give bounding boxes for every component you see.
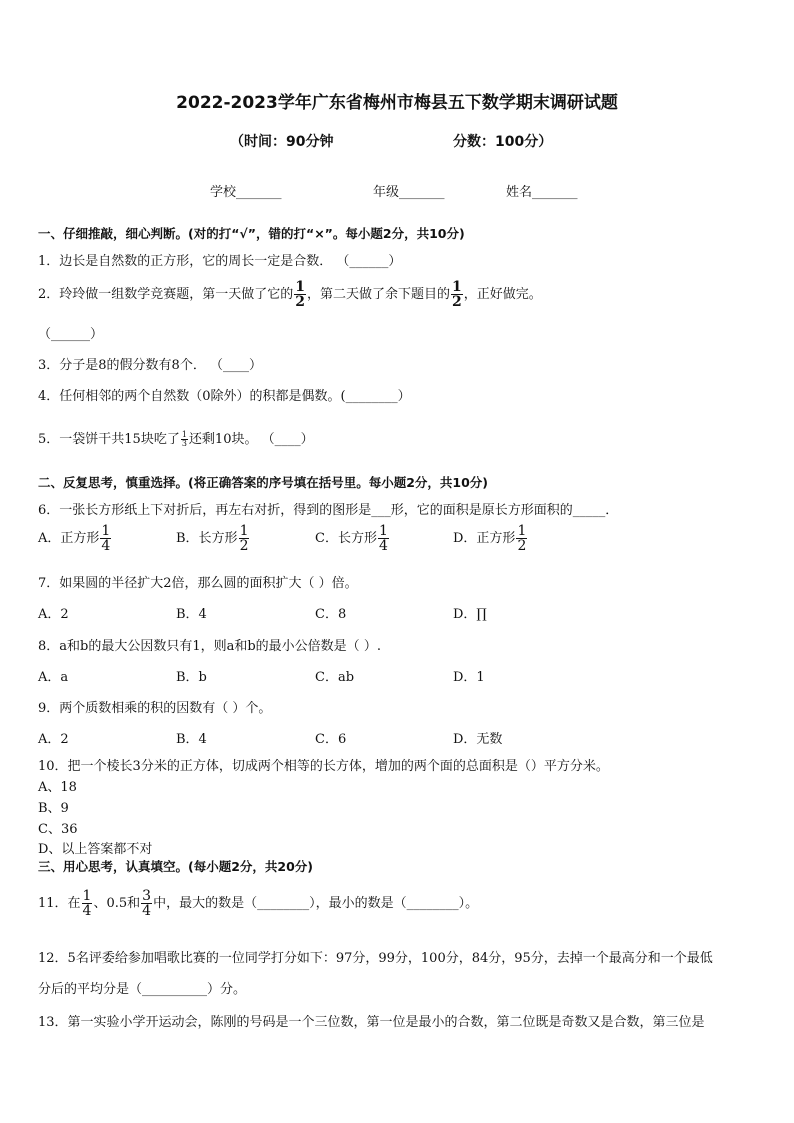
q9-option-a[interactable]: A．2: [38, 732, 69, 747]
q7-option-a[interactable]: A．2: [38, 607, 69, 622]
question-3: 3．分子是8的假分数有8个． （____）: [38, 358, 262, 373]
q8-option-d[interactable]: D．1: [453, 670, 485, 685]
question-5: 5．一袋饼干共15块吃了 $\frac{1}{3}$ 还剩10块。 （____）: [38, 430, 314, 448]
name-field[interactable]: 姓名_______: [506, 185, 578, 200]
exam-score: 分数：100分）: [453, 134, 553, 150]
q6-option-c[interactable]: C．长方形 $\frac{1}{4}$: [315, 523, 388, 554]
q7-option-d[interactable]: D．∏: [453, 607, 487, 622]
fraction: $\frac{1}{2}$: [517, 523, 527, 554]
question-13: 13．第一实验小学开运动会，陈刚的号码是一个三位数，第一位是最小的合数，第二位既是奇数又是合数，第三位是: [38, 1015, 705, 1030]
fraction: $\frac{3}{4}$: [142, 888, 152, 919]
question-4: 4．任何相邻的两个自然数（0除外）的积都是偶数。(________）: [38, 389, 411, 404]
fraction: $\frac{1}{2}$: [452, 279, 462, 310]
question-11: 11．在 $\frac{1}{4}$ 、0.5和 $\frac{3}{4}$ 中，最大的数是（________），最小的数是（________）。: [38, 888, 479, 919]
section-2-heading: 二、反复思考，慎重选择。(将正确答案的序号填在括号里。每小题2分，共10分): [38, 475, 489, 490]
q7-option-b[interactable]: B．4: [176, 607, 207, 622]
q7-option-c[interactable]: C．8: [315, 607, 347, 622]
q10-option-a[interactable]: A、18: [38, 780, 77, 795]
fraction: $\frac{1}{3}$: [181, 430, 187, 448]
fraction: $\frac{1}{2}$: [295, 279, 306, 310]
q9-option-c[interactable]: C．6: [315, 732, 347, 747]
q6-option-a[interactable]: A．正方形 $\frac{1}{4}$: [38, 523, 111, 554]
q8-option-c[interactable]: C．ab: [315, 670, 355, 685]
q6-option-d[interactable]: D．正方形 $\frac{1}{2}$: [453, 523, 527, 554]
q8-option-b[interactable]: B．b: [176, 670, 207, 685]
exam-time: （时间：90分钟: [230, 134, 334, 150]
q8-option-a[interactable]: A．a: [38, 670, 69, 685]
question-9: 9．两个质数相乘的积的因数有（ ）个。: [38, 701, 272, 716]
section-3-heading: 三、用心思考，认真填空。(每小题2分，共20分): [38, 859, 314, 874]
question-2: 2．玲玲做一组数学竞赛题，第一天做了它的 $\frac{1}{2}$ ，第二天做了余下题目的 $\frac{1}{2}$ ，正好做完。: [38, 279, 542, 310]
grade-field[interactable]: 年级_______: [373, 185, 445, 200]
fraction: $\frac{1}{4}$: [101, 523, 111, 554]
q10-option-c[interactable]: C、36: [38, 822, 78, 837]
q10-option-d[interactable]: D、以上答案都不对: [38, 842, 153, 857]
question-12-line-2: 分后的平均分是（__________）分。: [38, 982, 247, 997]
question-6: 6．一张长方形纸上下对折后，再左右对折，得到的图形是___形，它的面积是原长方形面积的_____．: [38, 503, 619, 518]
q10-option-b[interactable]: B、9: [38, 801, 69, 816]
question-8: 8．a和b的最大公因数只有1，则a和b的最小公倍数是（ ）.: [38, 639, 381, 654]
page-title: 2022-2023学年广东省梅州市梅县五下数学期末调研试题: [176, 93, 618, 113]
question-12-line-1: 12．5名评委给参加唱歌比赛的一位同学打分如下：97分，99分，100分，84分，95分，去掉一个最高分和一个最低: [38, 951, 713, 966]
question-7: 7．如果圆的半径扩大2倍，那么圆的面积扩大（ ）倍。: [38, 576, 358, 591]
section-1-heading: 一、仔细推敲，细心判断。(对的打“√”，错的打“×”。每小题2分，共10分): [38, 226, 465, 241]
question-1: 1．边长是自然数的正方形，它的周长一定是合数． （______）: [38, 254, 402, 269]
fraction: $\frac{1}{4}$: [378, 523, 388, 554]
fraction: $\frac{1}{2}$: [239, 523, 249, 554]
question-10: 10．把一个棱长3分米的正方体，切成两个相等的长方体，增加的两个面的总面积是（）平方分米。: [38, 759, 609, 774]
q9-option-b[interactable]: B．4: [176, 732, 207, 747]
question-2-answer: （______）: [38, 327, 104, 342]
fraction: $\frac{1}{4}$: [82, 888, 92, 919]
school-field[interactable]: 学校_______: [210, 185, 282, 200]
q6-option-b[interactable]: B．长方形 $\frac{1}{2}$: [176, 523, 249, 554]
q9-option-d[interactable]: D．无数: [453, 732, 503, 747]
